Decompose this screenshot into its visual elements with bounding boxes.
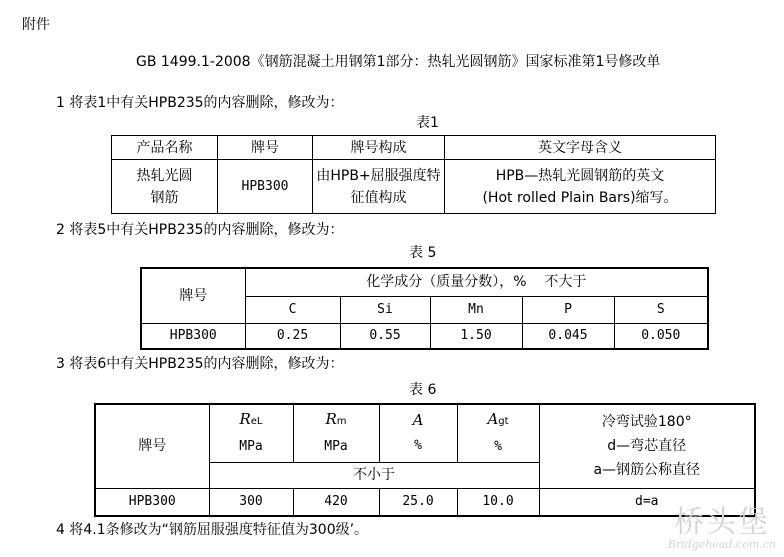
t5-grade-header: 牌号	[141, 268, 245, 323]
item-1: 1 将表1中有关HPB235的内容删除，修改为：	[56, 95, 344, 111]
t1-grade: HPB300	[218, 160, 313, 214]
t5-col-c: C	[245, 296, 340, 323]
t6-value-agt: 10.0	[457, 488, 539, 516]
t6-value-rm: 420	[293, 488, 379, 516]
t5-value-si: 0.55	[340, 323, 430, 349]
t6-grade-header: 牌号	[95, 404, 209, 488]
item-4: 4 将4.1条修改为“钢筋屈服强度特征值为300级’。	[56, 522, 369, 538]
t1-composition: 由HPB+屈服强度特 征值构成	[313, 160, 445, 214]
t6-value-a: 25.0	[379, 488, 457, 516]
t6-col-a: A %	[379, 404, 457, 462]
attachment-heading: 附件	[22, 17, 50, 33]
table-5	[140, 267, 709, 350]
t5-col-mn: Mn	[430, 296, 522, 323]
t5-value-s: 0.050	[614, 323, 708, 349]
t6-bend-test-header: 冷弯试验180° d—弯芯直径 a—钢筋公称直径	[539, 404, 755, 488]
t6-col-rel: ReL MPa	[209, 404, 293, 462]
t6-col-rm: Rm MPa	[293, 404, 379, 462]
t5-col-s: S	[614, 296, 708, 323]
t5-col-p: P	[522, 296, 614, 323]
t1-header-grade: 牌号	[218, 136, 313, 160]
t5-value-p: 0.045	[522, 323, 614, 349]
table-1	[111, 135, 716, 214]
t1-header-composition: 牌号构成	[313, 136, 445, 160]
table5-caption: 表 5	[409, 245, 437, 261]
item-2: 2 将表5中有关HPB235的内容删除，修改为：	[56, 222, 344, 238]
t1-header-name: 产品名称	[112, 136, 218, 160]
t1-header-meaning: 英文字母含义	[445, 136, 716, 160]
t5-value-c: 0.25	[245, 323, 340, 349]
watermark-logo: 桥头堡 Bridgehead.com.cn	[667, 505, 776, 551]
t5-group-header: 化学成分（质量分数），% 不大于	[245, 268, 708, 296]
t1-meaning: HPB—热轧光圆钢筋的英文 (Hot rolled Plain Bars)缩写。	[445, 160, 716, 214]
table1-caption: 表1	[416, 115, 439, 131]
t1-product-name: 热轧光圆 钢筋	[112, 160, 218, 214]
t6-col-agt: Agt %	[457, 404, 539, 462]
table6-caption: 表 6	[409, 382, 437, 398]
t5-row-grade: HPB300	[141, 323, 245, 349]
document-title: GB 1499.1-2008《钢筋混凝土用钢第1部分：热轧光圆钢筋》国家标准第1号修改单	[136, 54, 661, 70]
t6-value-bend: d=a	[539, 488, 755, 516]
table-6	[94, 403, 756, 517]
t6-value-rel: 300	[209, 488, 293, 516]
item-3: 3 将表6中有关HPB235的内容删除，修改为：	[56, 356, 344, 372]
t6-not-less: 不小于	[209, 462, 539, 488]
t5-col-si: Si	[340, 296, 430, 323]
t5-value-mn: 1.50	[430, 323, 522, 349]
t6-row-grade: HPB300	[95, 488, 209, 516]
